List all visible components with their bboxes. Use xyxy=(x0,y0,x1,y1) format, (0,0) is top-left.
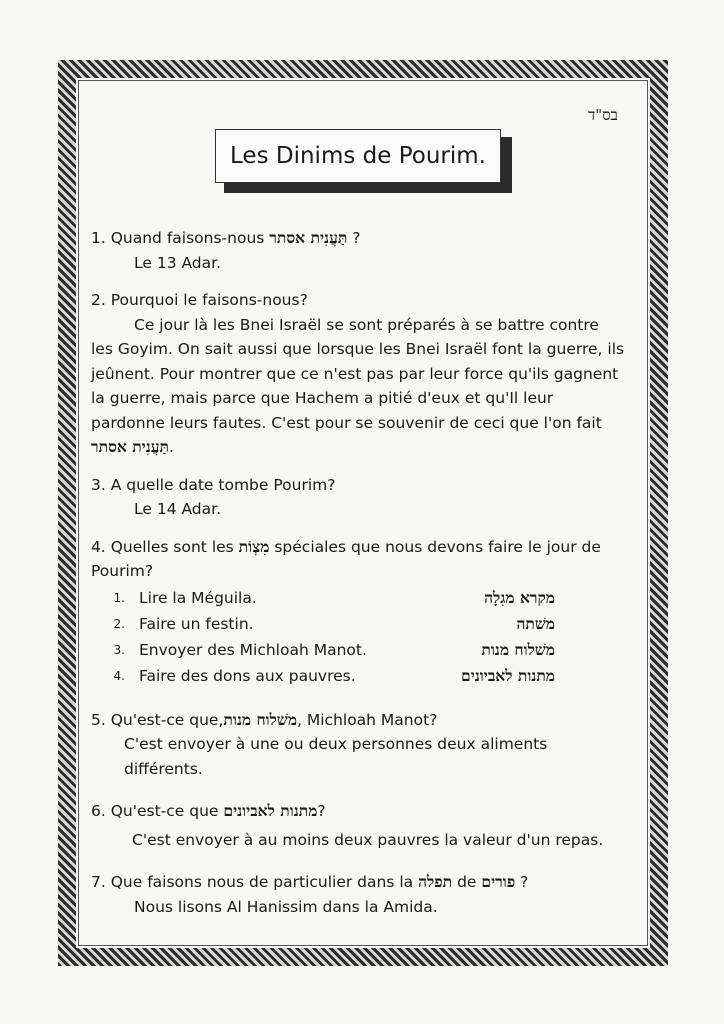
question-5 xyxy=(91,708,631,782)
answer-3: Le 14 Adar. xyxy=(134,500,222,518)
question-5-end: , Michloah Manot? xyxy=(297,710,438,729)
question-7-mid: de xyxy=(457,873,477,891)
question-6 xyxy=(91,799,631,852)
answer-7: Nous lisons Al Hanissim dans la Amida. xyxy=(134,897,438,916)
page-title: Les Dinims de Pourim. xyxy=(215,129,501,183)
question-4 xyxy=(91,535,631,690)
answer-6: C'est envoyer à au moins deux pauvres la valeur d'un repas. xyxy=(132,830,604,849)
question-7-text: 7. Que faisons nous de particulier dans la xyxy=(91,873,414,891)
question-2-text: 2. Pourquoi le faisons-nous? xyxy=(91,291,308,309)
list-item: 1. Lire la Méguila. מקרא מגִלָה xyxy=(113,588,555,608)
list-item: 3. Envoyer des Michloah Manot. משׁלוח מנות xyxy=(113,640,555,660)
answer-5: C'est envoyer à une ou deux personnes deux aliments différents. xyxy=(124,735,548,778)
question-4-end: spéciales que nous devons faire le jour de Pourim? xyxy=(91,537,601,580)
answer-2 xyxy=(91,313,631,460)
question-7-hebrew-2: פורים xyxy=(481,872,516,891)
question-7-end: ? xyxy=(520,873,529,891)
answer-2-line1: Ce jour là les Bnei Israël se sont préparés à se battre contre xyxy=(134,315,599,334)
question-1-text: 1. Quand faisons-nous xyxy=(91,229,265,247)
question-3-text: 3. A quelle date tombe Pourim? xyxy=(91,475,336,494)
question-7-hebrew-1: תפלה xyxy=(418,872,453,891)
mitzvot-list xyxy=(91,586,631,690)
bsd-header: בס"ד xyxy=(588,106,618,124)
question-2 xyxy=(91,288,631,460)
question-3 xyxy=(91,473,631,522)
question-1-end: ? xyxy=(347,229,361,247)
question-6-hebrew: מתנות לאביונים xyxy=(223,801,318,820)
question-6-text: 6. Qu'est-ce que xyxy=(91,802,219,820)
list-item: 2. Faire un festin. משׁתה xyxy=(113,614,555,634)
question-1 xyxy=(91,226,631,275)
question-5-hebrew: משׁלוח מנות xyxy=(223,709,298,729)
questions-list xyxy=(91,226,631,932)
list-item: 4. Faire des dons aux pauvres. מתנות לאביונים xyxy=(113,666,555,686)
answer-2-end: . xyxy=(169,438,174,456)
question-1-hebrew: תַּעֲנִית אסתר xyxy=(269,228,348,247)
question-4-text: 4. Quelles sont les xyxy=(91,537,234,556)
question-6-end: ? xyxy=(317,802,326,820)
question-7 xyxy=(91,870,631,919)
answer-2-rest: les Goyim. On sait aussi que lorsque les Bnei Israël font la guerre, ils jeûnent. Pour montrer que ce n'est pas par leur force qu'ils gagnent la guerre, mais parce que Hachem a pitié d'eux et qu'Il leur pardonne leurs fautes. C'est pour se souvenir de ceci que l'on fait xyxy=(91,340,625,432)
answer-1: Le 13 Adar. xyxy=(134,253,222,272)
answer-2-hebrew: תַּעֲנִית אסתר xyxy=(91,437,170,456)
question-5-text: 5. Qu'est-ce que, xyxy=(91,710,224,729)
question-4-hebrew: מִצְוֹת xyxy=(238,536,270,556)
